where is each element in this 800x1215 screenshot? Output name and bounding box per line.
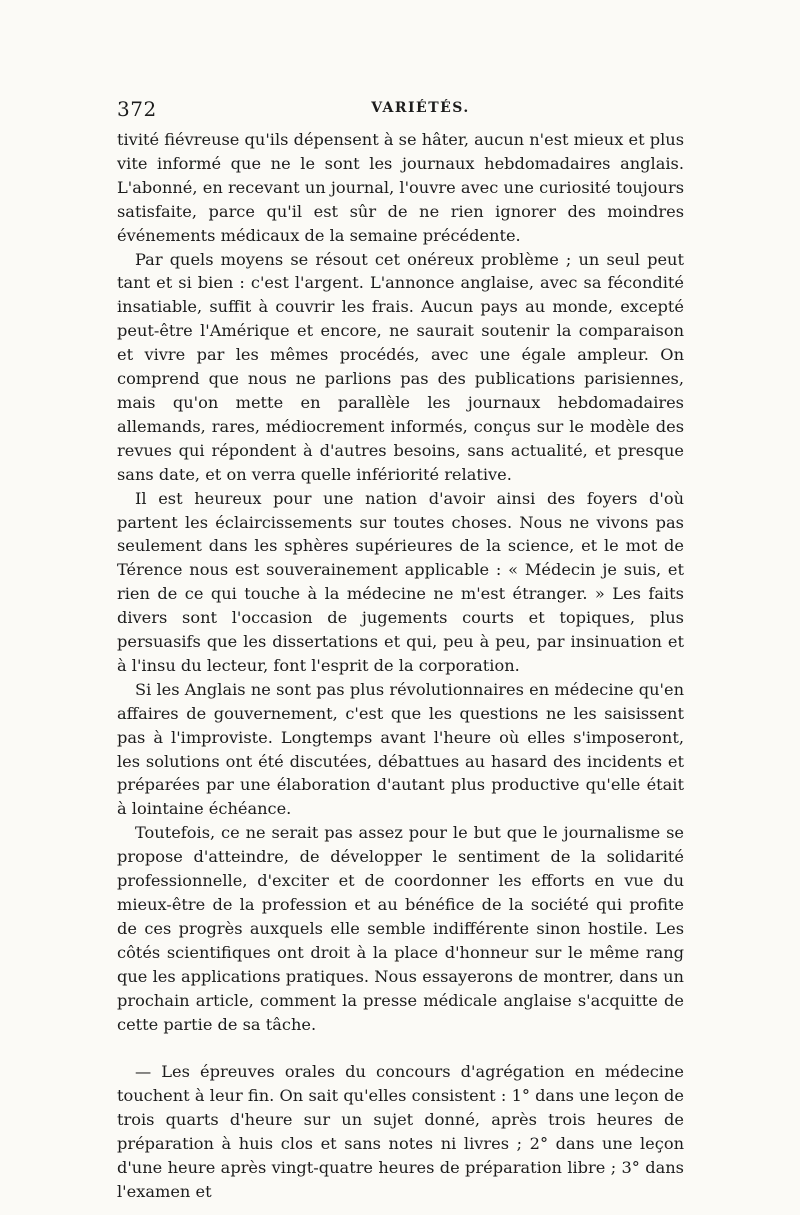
- paragraph-continuation: tivité fiévreuse qu'ils dépensent à se hâter, aucun n'est mieux et plus vite informé que ne le sont les journaux hebdomadaires anglais. L'abonné, en recevant un journal, l'ouvre avec une curiosité toujours satisfaite, parce qu'il est sûr de ne rien ignorer des moindres événements médicaux de la semaine précédente.: [117, 130, 684, 245]
- paragraph-however: Toutefois, ce ne serait pas assez pour le but que le journalisme se propose d'atteindre, de développer le sentiment de la solidarité professionnelle, d'exciter et de coordonner les efforts en vue du mieux-être de la profession et au bénéfice de la société qui profite de ces progrès auxquels elle semble indifférente sinon hostile. Les côtés scientifiques ont droit à la place d'honneur sur le même rang que les applications pratiques. Nous essayerons de montrer, dans un prochain article, comment la presse médicale anglaise s'acquitte de cette partie de sa tâche.: [117, 823, 684, 1034]
- section-gap: [117, 1036, 684, 1060]
- page-number: 372: [117, 97, 157, 121]
- paragraph-agregation: — Les épreuves orales du concours d'agrégation en médecine touchent à leur fin. On sait qu'elles consistent : 1° dans une leçon de trois quarts d'heure sur un sujet donné, après trois heures de préparation à huis clos et sans notes ni livres ; 2° dans une leçon d'une heure après vingt-quatre heures de préparation libre ; 3° dans l'examen et: [117, 1062, 684, 1201]
- paragraph-nation: Il est heureux pour une nation d'avoir ainsi des foyers d'où partent les éclaircissements sur toutes choses. Nous ne vivons pas seulement dans les sphères supérieures de la science, et le mot de Térence nous est souverainement applicable : « Médecin je suis, et rien de ce qui touche à la médecine ne m'est étranger. » Les faits divers sont l'occasion de jugements courts et topiques, plus persuasifs que les dissertations et qui, peu à peu, par insinuation et à l'insu du lecteur, font l'esprit de la corporation.: [117, 488, 684, 675]
- body-text: [117, 128, 684, 1204]
- page-header: [117, 97, 684, 123]
- paragraph-means: Par quels moyens se résout cet onéreux problème ; un seul peut tant et si bien : c'est l'argent. L'annonce anglaise, avec sa fécondité insatiable, suffit à couvrir les frais. Aucun pays au monde, excepté peut-être l'Amérique et encore, ne saurait soutenir la comparaison et vivre par les mêmes procédés, avec une égale ampleur. On comprend que nous ne parlions pas des publications parisiennes, mais qu'on mette en parallèle les journaux hebdomadaires allemands, rares, médiocrement informés, conçus sur le modèle des revues qui répondent à d'autres besoins, sans actualité, et presque sans date, et on verra quelle infériorité relative.: [117, 249, 684, 484]
- paragraph-english: Si les Anglais ne sont pas plus révolutionnaires en médecine qu'en affaires de gouvernement, c'est que les questions ne les saisissent pas à l'improviste. Longtemps avant l'heure où elles s'imposeront, les solutions ont été discutées, débattues au hasard des incidents et préparées par une élaboration d'autant plus productive qu'elle était à lointaine échéance.: [117, 679, 684, 819]
- running-title: VARIÉTÉS.: [371, 100, 470, 116]
